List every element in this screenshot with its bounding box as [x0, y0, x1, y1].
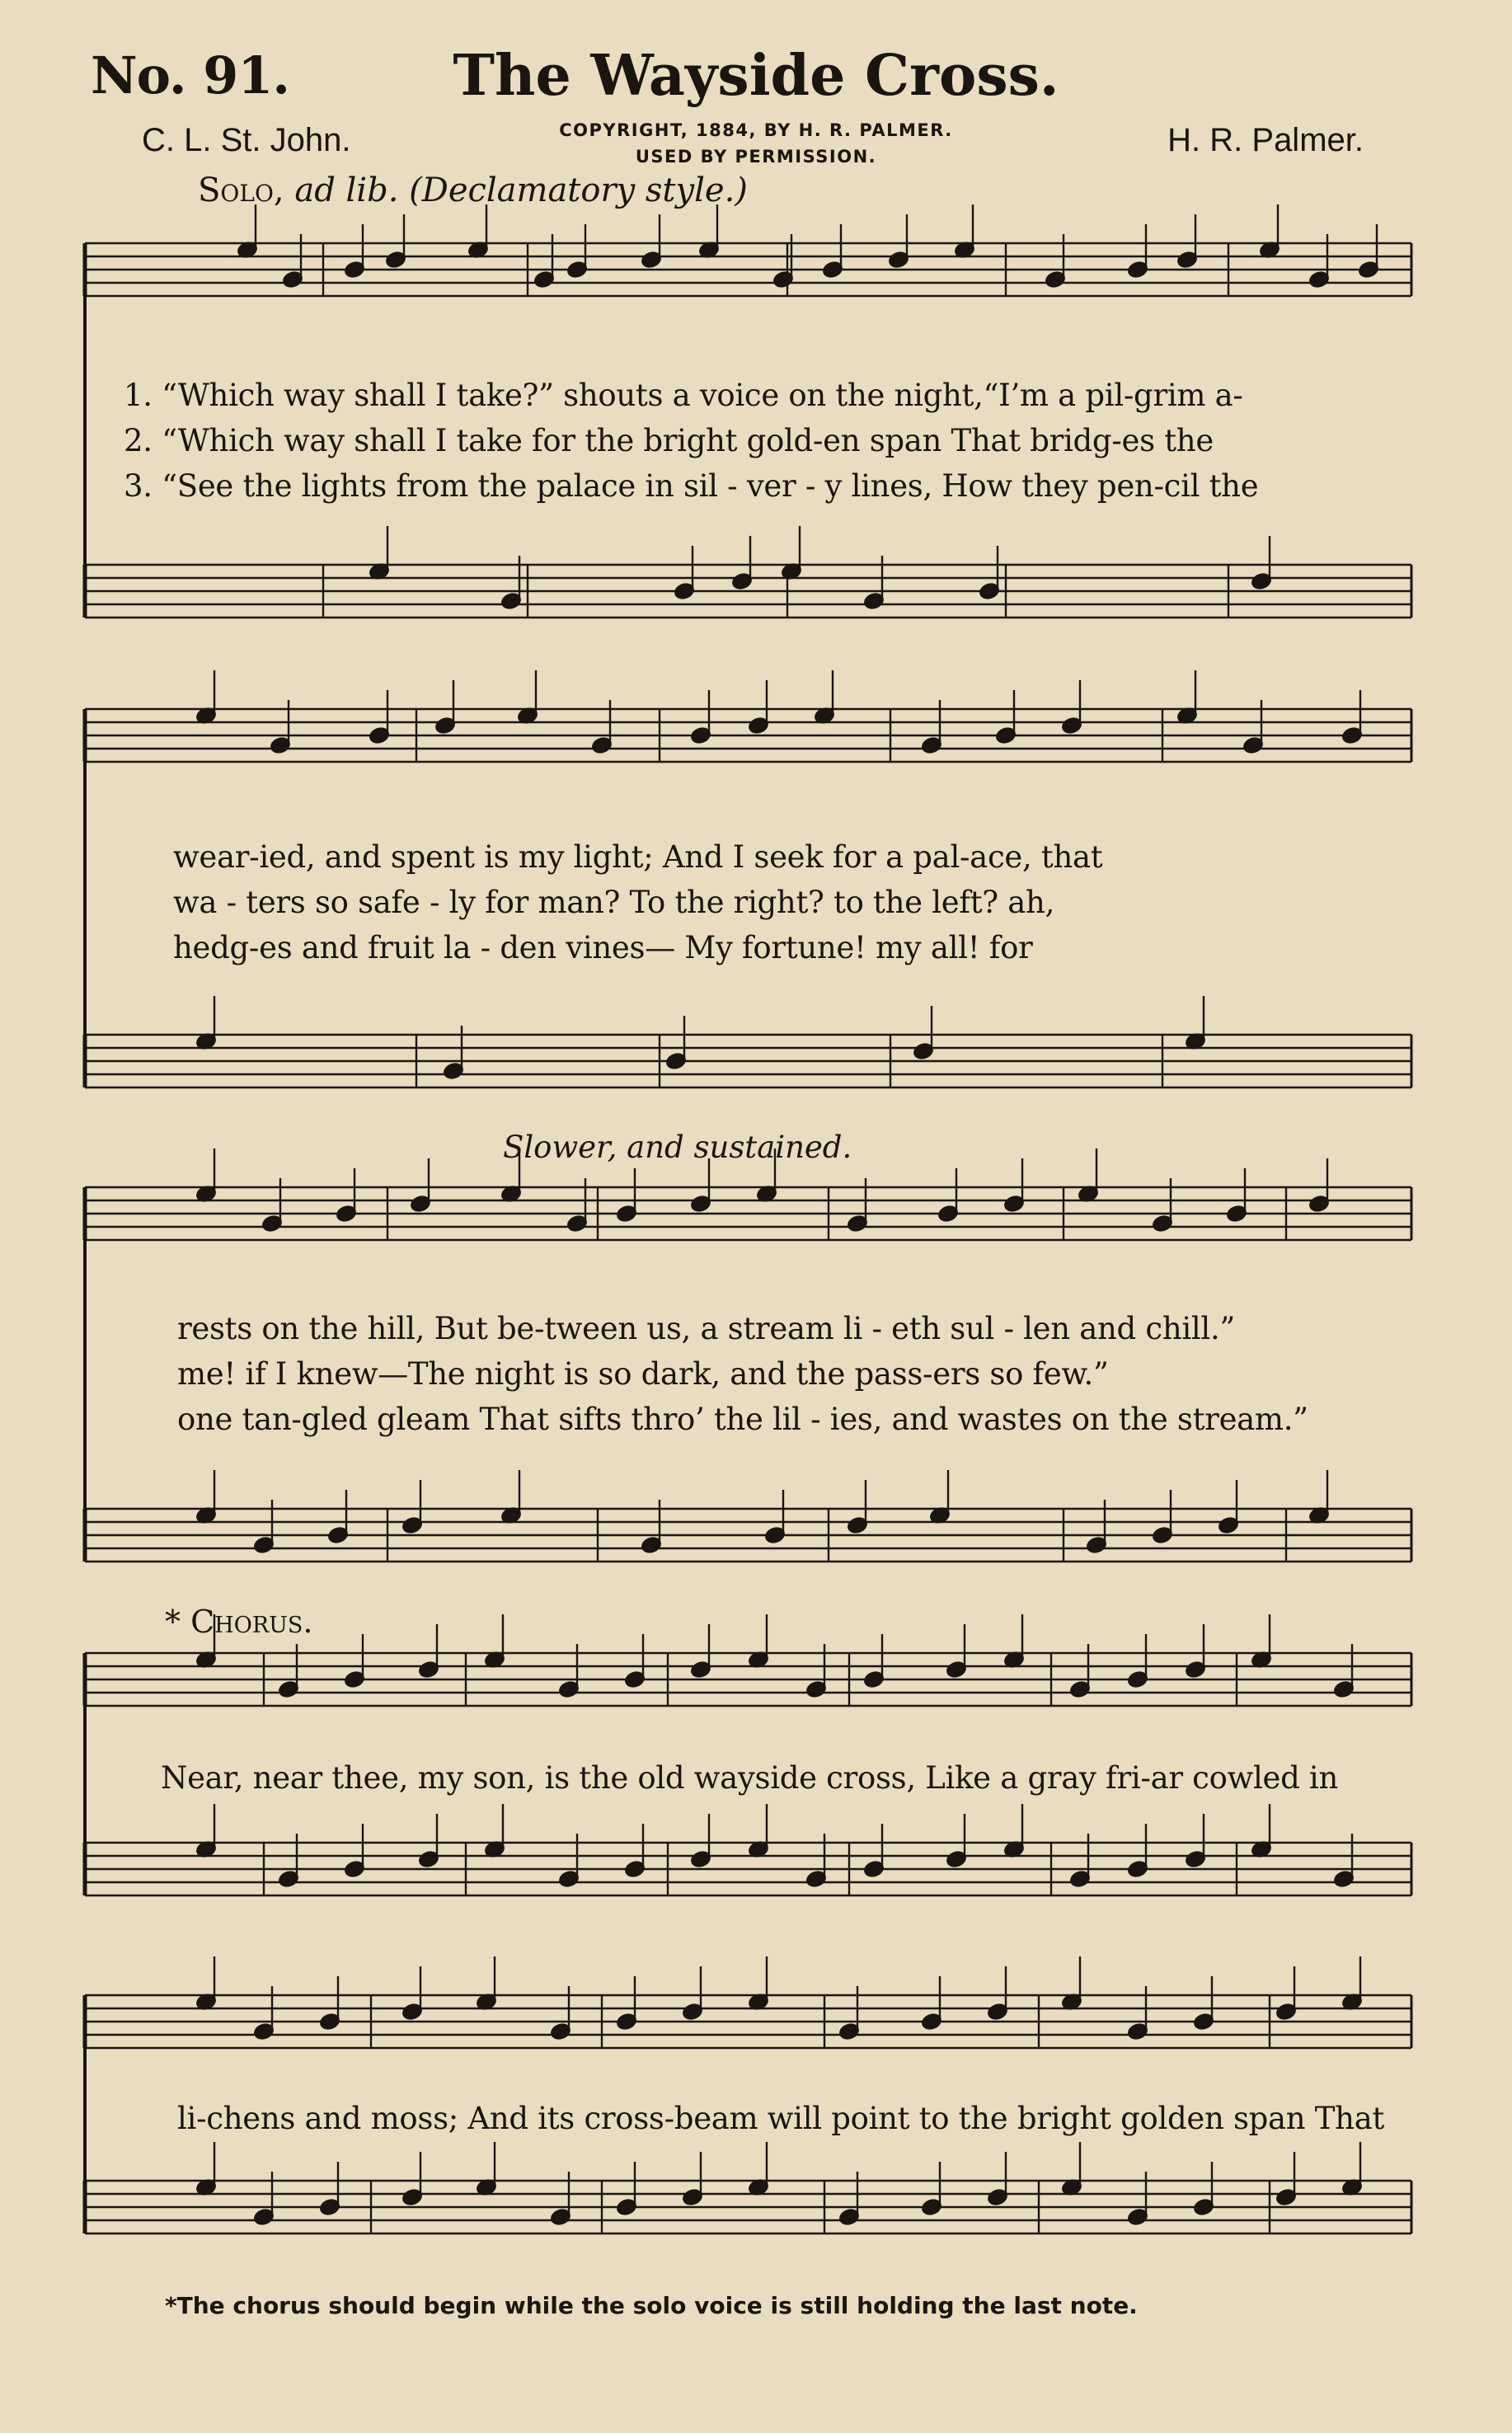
chorus-line-2: li-chens and moss; And its cross-beam will point to the bright golden span That [177, 2101, 1385, 2136]
hymn-number: No. 91. [91, 45, 289, 106]
verse-2-line-2: wa - ters so safe - ly for man? To the right? to the left? ah, [173, 885, 1055, 920]
solo-style: (Declamatory style.) [409, 171, 748, 209]
composer: H. R. Palmer. [1167, 122, 1364, 158]
verse-1-line-3: rests on the hill, But be-tween us, a stream li - eth sul - len and chill.” [177, 1311, 1236, 1346]
hymn-title: The Wayside Cross. [453, 43, 1059, 109]
solo-label: Solo, [198, 171, 284, 209]
verse-2-line-3: me! if I knew—The night is so dark, and the pass-ers so few.” [177, 1356, 1109, 1392]
verse-3-line-2: hedg-es and fruit la - den vines— My fortune! my all! for [173, 930, 1033, 965]
footnote: *The chorus should begin while the solo voice is still holding the last note. [165, 2292, 1138, 2319]
chorus-label: * Chorus. [165, 1604, 313, 1640]
copyright-notice: COPYRIGHT, 1884, BY H. R. PALMER. [559, 120, 953, 140]
verse-1-line-2: wear-ied, and spent is my light; And I seek for a pal-ace, that [173, 839, 1103, 875]
permission-notice: USED BY PERMISSION. [635, 147, 877, 167]
lyricist: C. L. St. John. [142, 122, 351, 158]
verse-2-line-1: 2. “Which way shall I take for the bright gold-en span That bridg-es the [124, 423, 1214, 458]
verse-3-line-3: one tan-gled gleam That sifts thro’ the lil - ies, and wastes on the stream.” [177, 1402, 1308, 1437]
solo-tempo: ad lib. [294, 171, 399, 209]
verse-1-line-1: 1. “Which way shall I take?” shouts a voice on the night,“I’m a pil-grim a- [124, 378, 1243, 413]
verse-3-line-1: 3. “See the lights from the palace in sil - ver - y lines, How they pen-cil the [124, 468, 1259, 504]
chorus-line-1: Near, near thee, my son, is the old wayside cross, Like a gray fri-ar cowled in [161, 1760, 1338, 1796]
tempo-direction: Slower, and sustained. [503, 1130, 852, 1165]
